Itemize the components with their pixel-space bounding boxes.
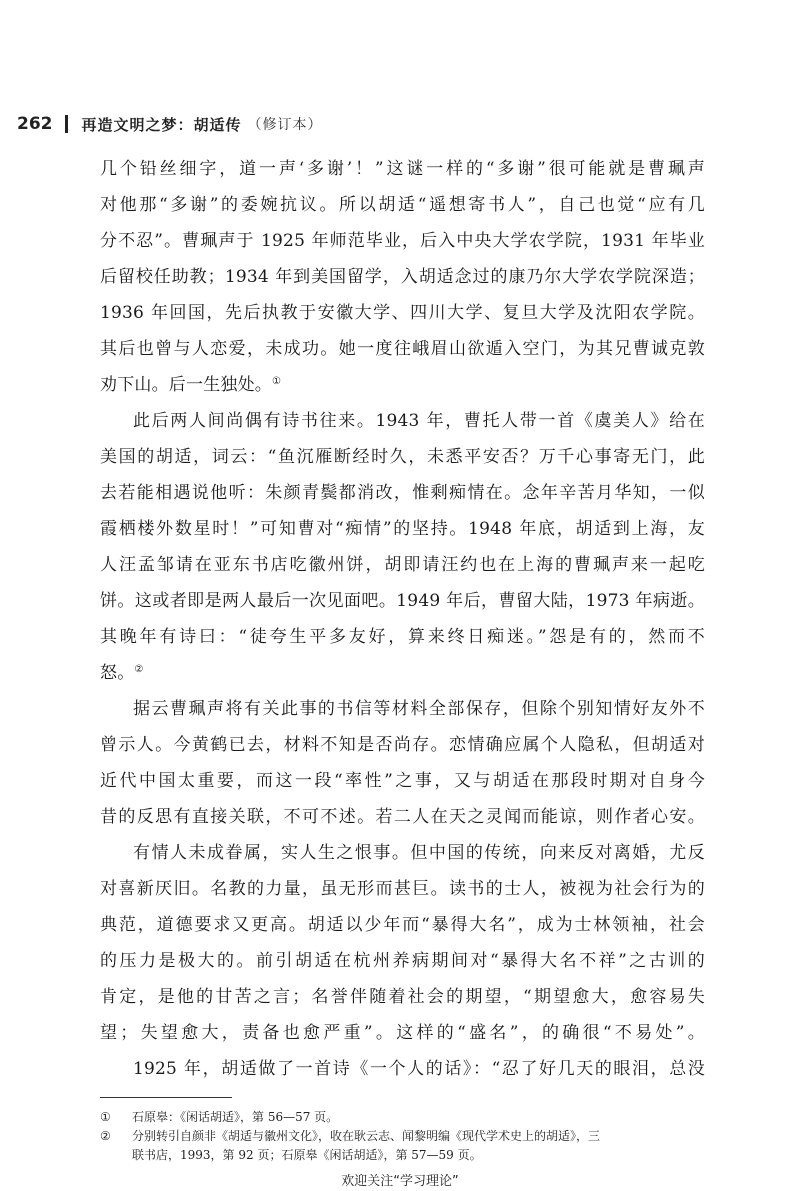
body-line: 典范，道德要求又更高。胡适以少年而“暴得大名”，成为士林领袖，社会 (100, 915, 705, 935)
body-line: 的压力是极大的。前引胡适在杭州养病期间对“暴得大名不祥”之古训的 (100, 951, 705, 971)
body-line: 霞栖楼外数星时！”可知曹对“痴情”的坚持。1948 年底，胡适到上海，友 (100, 519, 705, 539)
body-line (100, 659, 705, 687)
body-line: 1925 年，胡适做了一首诗《一个人的话》：“忍了好几天的眼泪，总没 (133, 1059, 705, 1079)
page-number: 262 (17, 114, 53, 134)
body-line: 分不忍”。曹珮声于 1925 年师范毕业，后入中央大学农学院，1931 年毕业 (100, 231, 705, 251)
footnote-2 (100, 1127, 700, 1146)
running-header (17, 112, 323, 136)
book-title: 再造文明之梦：胡适传 (81, 115, 242, 134)
body-line: 几个铅丝细字，道一声‘多谢’！”这谜一样的“多谢”很可能就是曹珮声 (100, 159, 705, 179)
footnote-marker: ① (100, 1110, 111, 1124)
body-line: 昔的反思有直接关联，不可不述。若二人在天之灵闻而能谅，则作者心安。 (100, 807, 705, 827)
body-line-text: 劝下山。后一生独处。 (100, 375, 272, 395)
body-line: 1936 年回国，先后执教于安徽大学、四川大学、复旦大学及沈阳农学院。 (100, 303, 705, 323)
footnote-1 (100, 1108, 700, 1127)
page-footer: 欢迎关注“学习理论” (341, 1174, 459, 1189)
header-divider (65, 115, 68, 133)
body-line: 肯定，是他的甘苦之言；名誉伴随着社会的期望，“期望愈大，愈容易失 (100, 987, 705, 1007)
body-line: 对他那“多谢”的委婉抗议。所以胡适“遥想寄书人”，自己也觉“应有几 (100, 195, 705, 215)
body-line: 饼。这或者即是两人最后一次见面吧。1949 年后，曹留大陆，1973 年病逝。 (100, 591, 705, 611)
body-line-text: 怒。 (100, 663, 135, 683)
footnote-text: 分别转引自颜非《胡适与徽州文化》，收在耿云志、闻黎明编《现代学术史上的胡适》，三 (132, 1129, 601, 1143)
body-line: 曾示人。今黄鹤已去，材料不知是否尚存。恋情确应属个人隐私，但胡适对 (100, 735, 705, 755)
body-line (100, 371, 705, 399)
body-line: 据云曹珮声将有关此事的书信等材料全部保存，但除个别知情好友外不 (133, 699, 705, 719)
body-line: 其后也曾与人恋爱，未成功。她一度往峨眉山欲遁入空门，为其兄曹诚克敦 (100, 339, 705, 359)
body-line: 有情人未成眷属，实人生之恨事。但中国的传统，向来反对离婚，尤反 (133, 843, 705, 863)
book-edition: （修订本） (247, 117, 323, 133)
footnote-marker: ② (100, 1129, 111, 1143)
body-line: 其晚年有诗曰：“徒夸生平多友好，算来终日痴迷。”怨是有的，然而不 (100, 627, 705, 647)
body-line: 近代中国太重要，而这一段“率性”之事，又与胡适在那段时期对自身今 (100, 771, 705, 791)
body-line: 人汪孟邹请在亚东书店吃徽州饼，胡即请汪约也在上海的曹珮声来一起吃 (100, 555, 705, 575)
body-line: 后留校任助教；1934 年到美国留学，入胡适念过的康乃尔大学农学院深造； (100, 267, 705, 287)
footnote-text: 石原皋：《闲话胡适》，第 56—57 页。 (132, 1110, 339, 1124)
footnote-rule (100, 1097, 232, 1098)
body-line: 对喜新厌旧。名教的力量，虽无形而甚巨。读书的士人，被视为社会行为的 (100, 879, 705, 899)
body-line: 此后两人间尚偶有诗书往来。1943 年，曹托人带一首《虞美人》给在 (133, 411, 705, 431)
footnote-2-continuation: 联书店，1993，第 92 页；石原皋《闲话胡适》，第 57—59 页。 (132, 1148, 482, 1162)
footnote-ref: ① (272, 376, 282, 387)
footnote-ref: ② (134, 664, 144, 675)
body-line: 望；失望愈大，责备也愈严重”。这样的“盛名”，的确很“不易处”。 (100, 1023, 705, 1043)
body-line: 去若能相遇说他听：朱颜青鬓都消改，惟剩痴情在。念年辛苦月华知，一似 (100, 483, 705, 503)
body-line: 美国的胡适，词云：“鱼沉雁断经时久，未悉平安否？万千心事寄无门，此 (100, 447, 705, 467)
